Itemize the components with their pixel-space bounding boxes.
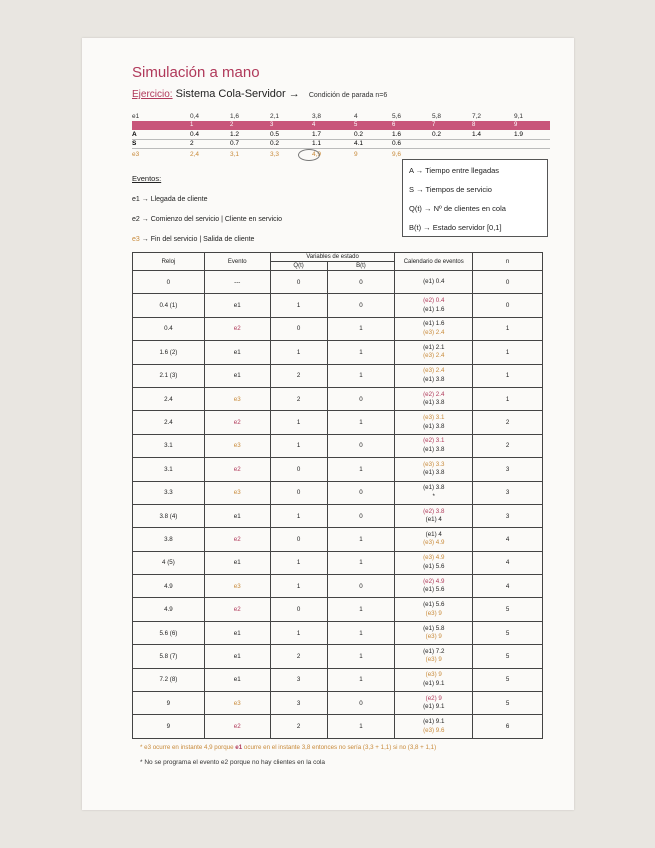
cell-b: 1 — [327, 598, 395, 621]
cell-q: 1 — [270, 621, 327, 644]
calendar-entry: (e1) 3.8 — [423, 484, 445, 492]
calendar-entry: (e3) 2.4 — [423, 328, 445, 336]
cell-evento: e2 — [204, 528, 270, 551]
calendar-entry: (e1) 0.4 — [423, 277, 445, 285]
calendar-entry: (e2) 9 — [425, 694, 442, 702]
cell-evento: e3 — [204, 692, 270, 715]
cell-q: 3 — [270, 668, 327, 691]
row-value: 5 — [354, 122, 358, 128]
row-value: 7,2 — [472, 113, 482, 120]
cell-b: 0 — [327, 504, 395, 527]
cell-evento: e2 — [204, 458, 270, 481]
cell-evento: e1 — [204, 341, 270, 364]
cell-q: 1 — [270, 294, 327, 317]
row-value: 3,8 — [312, 113, 322, 120]
row-value: 4.1 — [354, 140, 364, 147]
calendar-entry: (e1) 3.8 — [423, 469, 445, 477]
calendar-entry: (e2) 4.9 — [423, 577, 445, 585]
row-value: 1,6 — [230, 113, 240, 120]
calendar-entry: (e3) 9.6 — [423, 726, 445, 734]
cell-b: 0 — [327, 271, 395, 294]
cell-n: 2 — [473, 434, 543, 457]
cell-reloj: 2.1 (3) — [133, 364, 205, 387]
cell-calendario — [395, 692, 473, 715]
cell-evento: e1 — [204, 645, 270, 668]
row-value: 2,4 — [190, 151, 200, 158]
cell-calendario — [395, 317, 473, 340]
row-value: 1.2 — [230, 131, 240, 138]
cell-calendario — [395, 341, 473, 364]
cell-n: 3 — [473, 504, 543, 527]
calendar-entry: (e1) 7.2 — [423, 647, 445, 655]
exercise-name: Sistema Cola-Servidor — [175, 88, 286, 100]
row-value: 1.1 — [312, 140, 322, 147]
cell-b: 1 — [327, 364, 395, 387]
calendar-entry: (e1) 2.1 — [423, 343, 445, 351]
event-text: → Llegada de cliente — [141, 196, 208, 203]
cell-q: 1 — [270, 551, 327, 574]
note-text: * e3 ocurre en instante 4,9 porque — [140, 744, 236, 751]
calendar-entry: (e1) 5.6 — [423, 562, 445, 570]
row-label: e1 — [132, 113, 140, 120]
exercise-line — [132, 88, 387, 100]
calendar-entry: (e1) 4 — [425, 530, 442, 538]
table-row — [133, 528, 543, 551]
simulation-table — [132, 252, 543, 739]
cell-n: 5 — [473, 645, 543, 668]
row-value: 1.7 — [312, 131, 322, 138]
event-e3 — [132, 236, 254, 243]
calendar-entry: (e1) 3.8 — [423, 422, 445, 430]
cell-q: 1 — [270, 341, 327, 364]
cell-calendario — [395, 271, 473, 294]
cell-reloj: 2.4 — [133, 387, 205, 410]
cell-evento: e3 — [204, 387, 270, 410]
header-q: Q(t) — [270, 262, 327, 271]
row-value: 0,4 — [190, 113, 200, 120]
table-row — [133, 341, 543, 364]
cell-evento: e1 — [204, 364, 270, 387]
cell-calendario — [395, 621, 473, 644]
table-row — [133, 621, 543, 644]
table-row — [133, 294, 543, 317]
cell-reloj: 4 (5) — [133, 551, 205, 574]
cell-b: 1 — [327, 458, 395, 481]
row-value: 9,1 — [514, 113, 524, 120]
document-page — [82, 38, 574, 810]
calendar-entry: (e1) 9.1 — [423, 703, 445, 711]
row-value: 4,9 — [312, 151, 322, 158]
e3-times-row — [132, 151, 550, 159]
cell-calendario — [395, 575, 473, 598]
e1-times-row — [132, 113, 550, 121]
page-title: Simulación a mano — [132, 64, 260, 81]
cell-reloj: 9 — [133, 715, 205, 738]
cell-evento: e2 — [204, 317, 270, 340]
row-value: 1 — [190, 122, 194, 128]
row-label: A — [132, 131, 137, 138]
legend-a: A → Tiempo entre llegadas — [409, 166, 500, 175]
calendar-entry: (e2) 2.4 — [423, 390, 445, 398]
cell-q: 3 — [270, 692, 327, 715]
header-b: B(t) — [327, 262, 395, 271]
cell-evento: e3 — [204, 575, 270, 598]
table-row — [133, 434, 543, 457]
row-value: 0.2 — [270, 140, 280, 147]
table-row — [133, 692, 543, 715]
calendar-entry: (e1) 9.1 — [423, 679, 445, 687]
cell-evento: e1 — [204, 551, 270, 574]
cell-calendario — [395, 504, 473, 527]
row-value: 9 — [514, 122, 518, 128]
row-value: 1.4 — [472, 131, 482, 138]
highlight-circle — [298, 149, 320, 161]
row-value: 2,1 — [270, 113, 280, 120]
table-row — [133, 481, 543, 504]
legend-b: B(t) → Estado servidor [0,1] — [409, 223, 502, 232]
cell-n: 3 — [473, 481, 543, 504]
cell-evento: e2 — [204, 598, 270, 621]
calendar-entry: (e3) 9 — [425, 656, 442, 664]
cell-q: 0 — [270, 271, 327, 294]
header-vars: Variables de estado — [270, 253, 395, 262]
calendar-entry: (e2) 3.1 — [423, 437, 445, 445]
cell-reloj: 1.6 (2) — [133, 341, 205, 364]
calendar-entry: (e1) 3.8 — [423, 375, 445, 383]
event-e1 — [132, 196, 208, 203]
row-value: 0.2 — [354, 131, 364, 138]
header-evento: Evento — [204, 253, 270, 271]
cell-calendario — [395, 645, 473, 668]
cell-evento: e2 — [204, 411, 270, 434]
cell-reloj: 3.1 — [133, 458, 205, 481]
cell-q: 0 — [270, 528, 327, 551]
stop-condition: Condición de parada n=6 — [308, 92, 388, 99]
eventos-heading: Eventos: — [132, 174, 162, 183]
cell-calendario — [395, 434, 473, 457]
legend-s: S → Tiempos de servicio — [409, 185, 492, 194]
calendar-entry: (e3) 4.9 — [423, 539, 445, 547]
cell-q: 1 — [270, 575, 327, 598]
table-row — [133, 575, 543, 598]
calendar-entry: (e3) 2.4 — [423, 352, 445, 360]
cell-b: 1 — [327, 551, 395, 574]
event-code: e1 — [132, 196, 140, 203]
table-row — [133, 715, 543, 738]
event-text: → Comienzo del servicio | Cliente en servicio — [141, 216, 283, 223]
cell-calendario — [395, 364, 473, 387]
row-value: 3,1 — [230, 151, 240, 158]
cell-n: 5 — [473, 598, 543, 621]
cell-q: 0 — [270, 458, 327, 481]
row-value: 1.9 — [514, 131, 524, 138]
row-value: 0.4 — [190, 131, 200, 138]
cell-n: 5 — [473, 668, 543, 691]
calendar-entry: (e1) 3.8 — [423, 399, 445, 407]
cell-n: 3 — [473, 458, 543, 481]
table-row — [133, 668, 543, 691]
cell-n: 5 — [473, 621, 543, 644]
header-calendario: Calendario de eventos — [395, 253, 473, 271]
table-row — [133, 411, 543, 434]
table-row — [133, 551, 543, 574]
calendar-entry: (e1) 4 — [425, 516, 442, 524]
cell-q: 1 — [270, 411, 327, 434]
cell-q: 2 — [270, 715, 327, 738]
calendar-entry: (e2) 0.4 — [423, 297, 445, 305]
exercise-label: Ejercicio: — [132, 89, 173, 100]
cell-calendario — [395, 598, 473, 621]
row-label: S — [132, 140, 137, 147]
cell-b: 0 — [327, 434, 395, 457]
event-code: e3 — [132, 236, 140, 243]
cell-b: 1 — [327, 341, 395, 364]
footnote-2: * No se programa el evento e2 porque no hay clientes en la cola — [140, 759, 326, 766]
event-code: e2 — [132, 216, 140, 223]
cell-q: 0 — [270, 317, 327, 340]
table-row — [133, 317, 543, 340]
calendar-entry: * — [432, 492, 435, 500]
cell-n: 4 — [473, 575, 543, 598]
calendar-entry: (e3) 2.4 — [423, 367, 445, 375]
row-value: 4 — [354, 113, 358, 120]
cell-n: 1 — [473, 317, 543, 340]
cell-n: 6 — [473, 715, 543, 738]
cell-b: 0 — [327, 387, 395, 410]
cell-n: 1 — [473, 341, 543, 364]
legend-q: Q(t) → Nº de clientes en cola — [409, 204, 506, 213]
row-value: 3 — [270, 122, 274, 128]
cell-b: 0 — [327, 692, 395, 715]
calendar-entry: (e1) 1.6 — [423, 320, 445, 328]
cell-reloj: 7.2 (8) — [133, 668, 205, 691]
table-row — [133, 598, 543, 621]
table-row — [133, 645, 543, 668]
cell-calendario — [395, 294, 473, 317]
cell-q: 2 — [270, 364, 327, 387]
note-bold: e1 — [235, 744, 243, 751]
calendar-entry: (e3) 9 — [425, 609, 442, 617]
legend-box — [402, 159, 548, 237]
cell-q: 2 — [270, 645, 327, 668]
calendar-entry: (e1) 9.1 — [423, 718, 445, 726]
row-value: 6 — [392, 122, 396, 128]
cell-evento: e3 — [204, 481, 270, 504]
cell-calendario — [395, 715, 473, 738]
cell-reloj: 3.1 — [133, 434, 205, 457]
row-value: 2 — [190, 140, 194, 147]
calendar-entry: (e1) 1.6 — [423, 305, 445, 313]
cell-n: 4 — [473, 551, 543, 574]
s-row — [132, 139, 550, 149]
calendar-entry: (e1) 3.8 — [423, 445, 445, 453]
row-value: 3,3 — [270, 151, 280, 158]
cell-calendario — [395, 528, 473, 551]
cell-evento: e1 — [204, 294, 270, 317]
cell-reloj: 0 — [133, 271, 205, 294]
row-value: 9,6 — [392, 151, 402, 158]
cell-b: 1 — [327, 621, 395, 644]
calendar-entry: (e3) 9 — [425, 671, 442, 679]
header-n: n — [473, 253, 543, 271]
cell-calendario — [395, 668, 473, 691]
cell-calendario — [395, 411, 473, 434]
cell-reloj: 3.3 — [133, 481, 205, 504]
cell-evento: --- — [204, 271, 270, 294]
cell-n: 1 — [473, 364, 543, 387]
cell-n: 2 — [473, 411, 543, 434]
cell-evento: e3 — [204, 434, 270, 457]
calendar-entry: (e1) 5.6 — [423, 601, 445, 609]
row-value: 1.6 — [392, 131, 402, 138]
cell-reloj: 0.4 (1) — [133, 294, 205, 317]
header-reloj: Reloj — [133, 253, 205, 271]
cell-calendario — [395, 387, 473, 410]
cell-reloj: 4.9 — [133, 575, 205, 598]
cell-n: 1 — [473, 387, 543, 410]
event-e2 — [132, 216, 282, 223]
cell-n: 0 — [473, 294, 543, 317]
cell-q: 1 — [270, 434, 327, 457]
cell-evento: e1 — [204, 621, 270, 644]
calendar-entry: (e3) 3.1 — [423, 414, 445, 422]
footnote-1 — [140, 744, 436, 751]
row-label: e3 — [132, 151, 140, 158]
cell-reloj: 3.8 — [133, 528, 205, 551]
cell-b: 1 — [327, 645, 395, 668]
table-row — [133, 458, 543, 481]
calendar-entry: (e1) 5.8 — [423, 624, 445, 632]
cell-q: 0 — [270, 481, 327, 504]
row-value: 4 — [312, 122, 316, 128]
table-row — [133, 504, 543, 527]
cell-q: 1 — [270, 504, 327, 527]
cell-reloj: 0.4 — [133, 317, 205, 340]
cell-b: 1 — [327, 411, 395, 434]
calendar-entry: (e1) 5.6 — [423, 586, 445, 594]
calendar-entry: (e3) 4.9 — [423, 554, 445, 562]
cell-reloj: 9 — [133, 692, 205, 715]
cell-q: 2 — [270, 387, 327, 410]
cell-n: 0 — [473, 271, 543, 294]
arrow-icon: → — [288, 88, 300, 100]
cell-reloj: 4.9 — [133, 598, 205, 621]
row-value: 9 — [354, 151, 358, 158]
row-value: 5,6 — [392, 113, 402, 120]
note-text: ocurre en el instante 3,8 entonces no sería (3,3 + 1,1) si no (3,8 + 1,1) — [242, 744, 437, 751]
cell-evento: e1 — [204, 668, 270, 691]
row-value: 7 — [432, 122, 436, 128]
table-row — [133, 271, 543, 294]
cell-evento: e1 — [204, 504, 270, 527]
row-value: 5,8 — [432, 113, 442, 120]
cell-calendario — [395, 481, 473, 504]
row-value: 0.5 — [270, 131, 280, 138]
cell-b: 0 — [327, 481, 395, 504]
cell-q: 0 — [270, 598, 327, 621]
cell-reloj: 3.8 (4) — [133, 504, 205, 527]
cell-b: 1 — [327, 668, 395, 691]
cell-reloj: 5.6 (6) — [133, 621, 205, 644]
table-row — [133, 364, 543, 387]
cell-b: 1 — [327, 317, 395, 340]
row-value: 0.2 — [432, 131, 442, 138]
calendar-entry: (e3) 3.3 — [423, 460, 445, 468]
cell-b: 0 — [327, 294, 395, 317]
cell-reloj: 5.8 (7) — [133, 645, 205, 668]
calendar-entry: (e3) 9 — [425, 633, 442, 641]
cell-b: 1 — [327, 715, 395, 738]
cell-b: 1 — [327, 528, 395, 551]
table-row — [133, 387, 543, 410]
row-value: 2 — [230, 122, 234, 128]
cell-evento: e2 — [204, 715, 270, 738]
cell-calendario — [395, 458, 473, 481]
row-value: 0.6 — [392, 140, 402, 147]
cell-n: 5 — [473, 692, 543, 715]
cell-b: 0 — [327, 575, 395, 598]
cell-reloj: 2.4 — [133, 411, 205, 434]
cell-calendario — [395, 551, 473, 574]
cell-n: 4 — [473, 528, 543, 551]
index-band — [132, 121, 550, 130]
summary-grid — [132, 130, 550, 149]
calendar-entry: (e2) 3.8 — [423, 507, 445, 515]
row-value: 8 — [472, 122, 476, 128]
event-text: → Fin del servicio | Salida de cliente — [141, 236, 255, 243]
row-value: 0.7 — [230, 140, 240, 147]
